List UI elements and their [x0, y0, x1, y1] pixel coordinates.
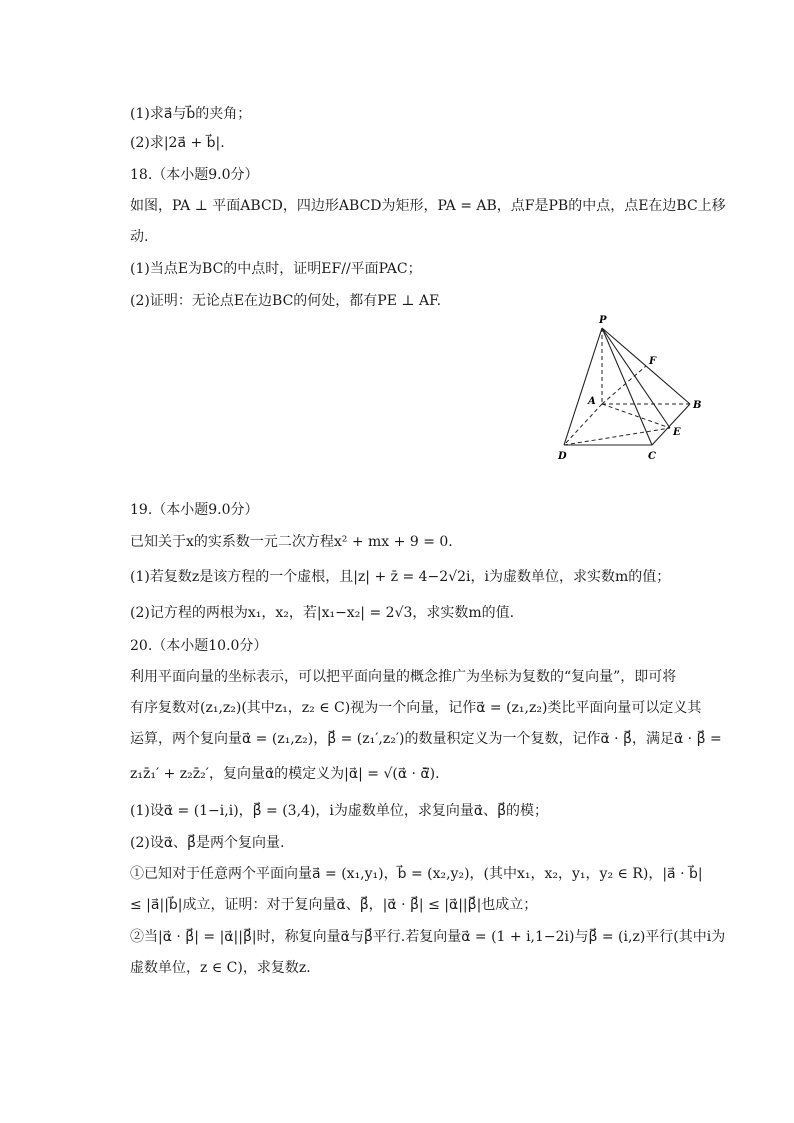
label-D: D [558, 451, 567, 462]
q18-header: 18.（本小题9.0分） [130, 167, 259, 183]
q20-stem-line3: 运算，两个复向量α⃗ = (z₁,z₂)，β⃗ = (z₁′,z₂′)的数量积定义为一个复数，记作α⃗ · β⃗，满足α⃗ · β⃗ = [130, 731, 722, 747]
q18-part2: (2)证明：无论点E在边BC的何处，都有PE ⊥ AF. [130, 293, 442, 309]
label-P: P [599, 315, 607, 326]
q20-part2-1-line2: ≤ |a⃗||b⃗|成立，证明：对于复向量α⃗、β⃗，|α⃗ · β⃗| ≤ |α⃗||β⃗|也成立； [130, 897, 538, 913]
label-E: E [673, 427, 681, 438]
q20-part2-2-line1: ②当|α⃗ · β⃗| = |α⃗||β⃗|时，称复向量α⃗与β⃗平行.若复向量α⃗ = (1 + i,1−2i)与β⃗ = (i,z)平行(其中i为 [130, 929, 726, 945]
q17-part1: (1)求a⃗与b⃗的夹角； [130, 106, 252, 122]
q20-part2: (2)设α⃗、β⃗是两个复向量. [130, 835, 285, 851]
label-F: F [649, 356, 657, 367]
q20-header: 20.（本小题10.0分） [130, 638, 268, 654]
q20-part2-2-line2: 虚数单位，z ∈ C)，求复数z. [130, 960, 311, 976]
label-C: C [648, 451, 656, 462]
q19-part2: (2)记方程的两根为x₁，x₂，若|x₁−x₂| = 2√3，求实数m的值. [130, 605, 515, 621]
q19-header: 19.（本小题9.0分） [130, 502, 259, 518]
q19-stem: 已知关于x的实系数一元二次方程x² + mx + 9 = 0. [130, 534, 453, 550]
q18-stem-line2: 动. [130, 229, 149, 245]
q17-part2: (2)求|2a⃗ + b⃗|. [130, 135, 225, 151]
q18-stem-line1: 如图，PA ⊥ 平面ABCD，四边形ABCD为矩形，PA = AB，点F是PB的中点，点E在边BC上移 [130, 198, 726, 214]
label-A: A [588, 396, 596, 407]
q20-part2-1-line1: ①已知对于任意两个平面向量a⃗ = (x₁,y₁)，b⃗ = (x₂,y₂)，(其中x₁，x₂，y₁，y₂ ∈ R)，|a⃗ · b⃗| [130, 866, 703, 882]
label-B: B [693, 400, 702, 411]
q20-stem-line2: 有序复数对(z₁,z₂)(其中z₁，z₂ ∈ C)视为一个向量，记作α⃗ = (z₁,z₂)类比平面向量可以定义其 [130, 700, 702, 716]
q20-stem-line4: z₁z̄₁′ + z₂z̄₂′，复向量α⃗的模定义为|α⃗| = √(α⃗ · ᾱ⃗). [130, 766, 440, 782]
q19-part1: (1)若复数z是该方程的一个虚根，且|z| + z̄ = 4−2√2i，i为虚数单位，求实数m的值； [130, 569, 671, 585]
q20-stem-line1: 利用平面向量的坐标表示，可以把平面向量的概念推广为坐标为复数的“复向量”，即可将 [130, 669, 677, 685]
pyramid-figure [552, 312, 712, 468]
q20-part1: (1)设α⃗ = (1−i,i)，β⃗ = (3,4)，i为虚数单位，求复向量α⃗、β⃗的模； [130, 803, 549, 819]
q18-part1: (1)当点E为BC的中点时，证明EF//平面PAC； [130, 261, 422, 277]
